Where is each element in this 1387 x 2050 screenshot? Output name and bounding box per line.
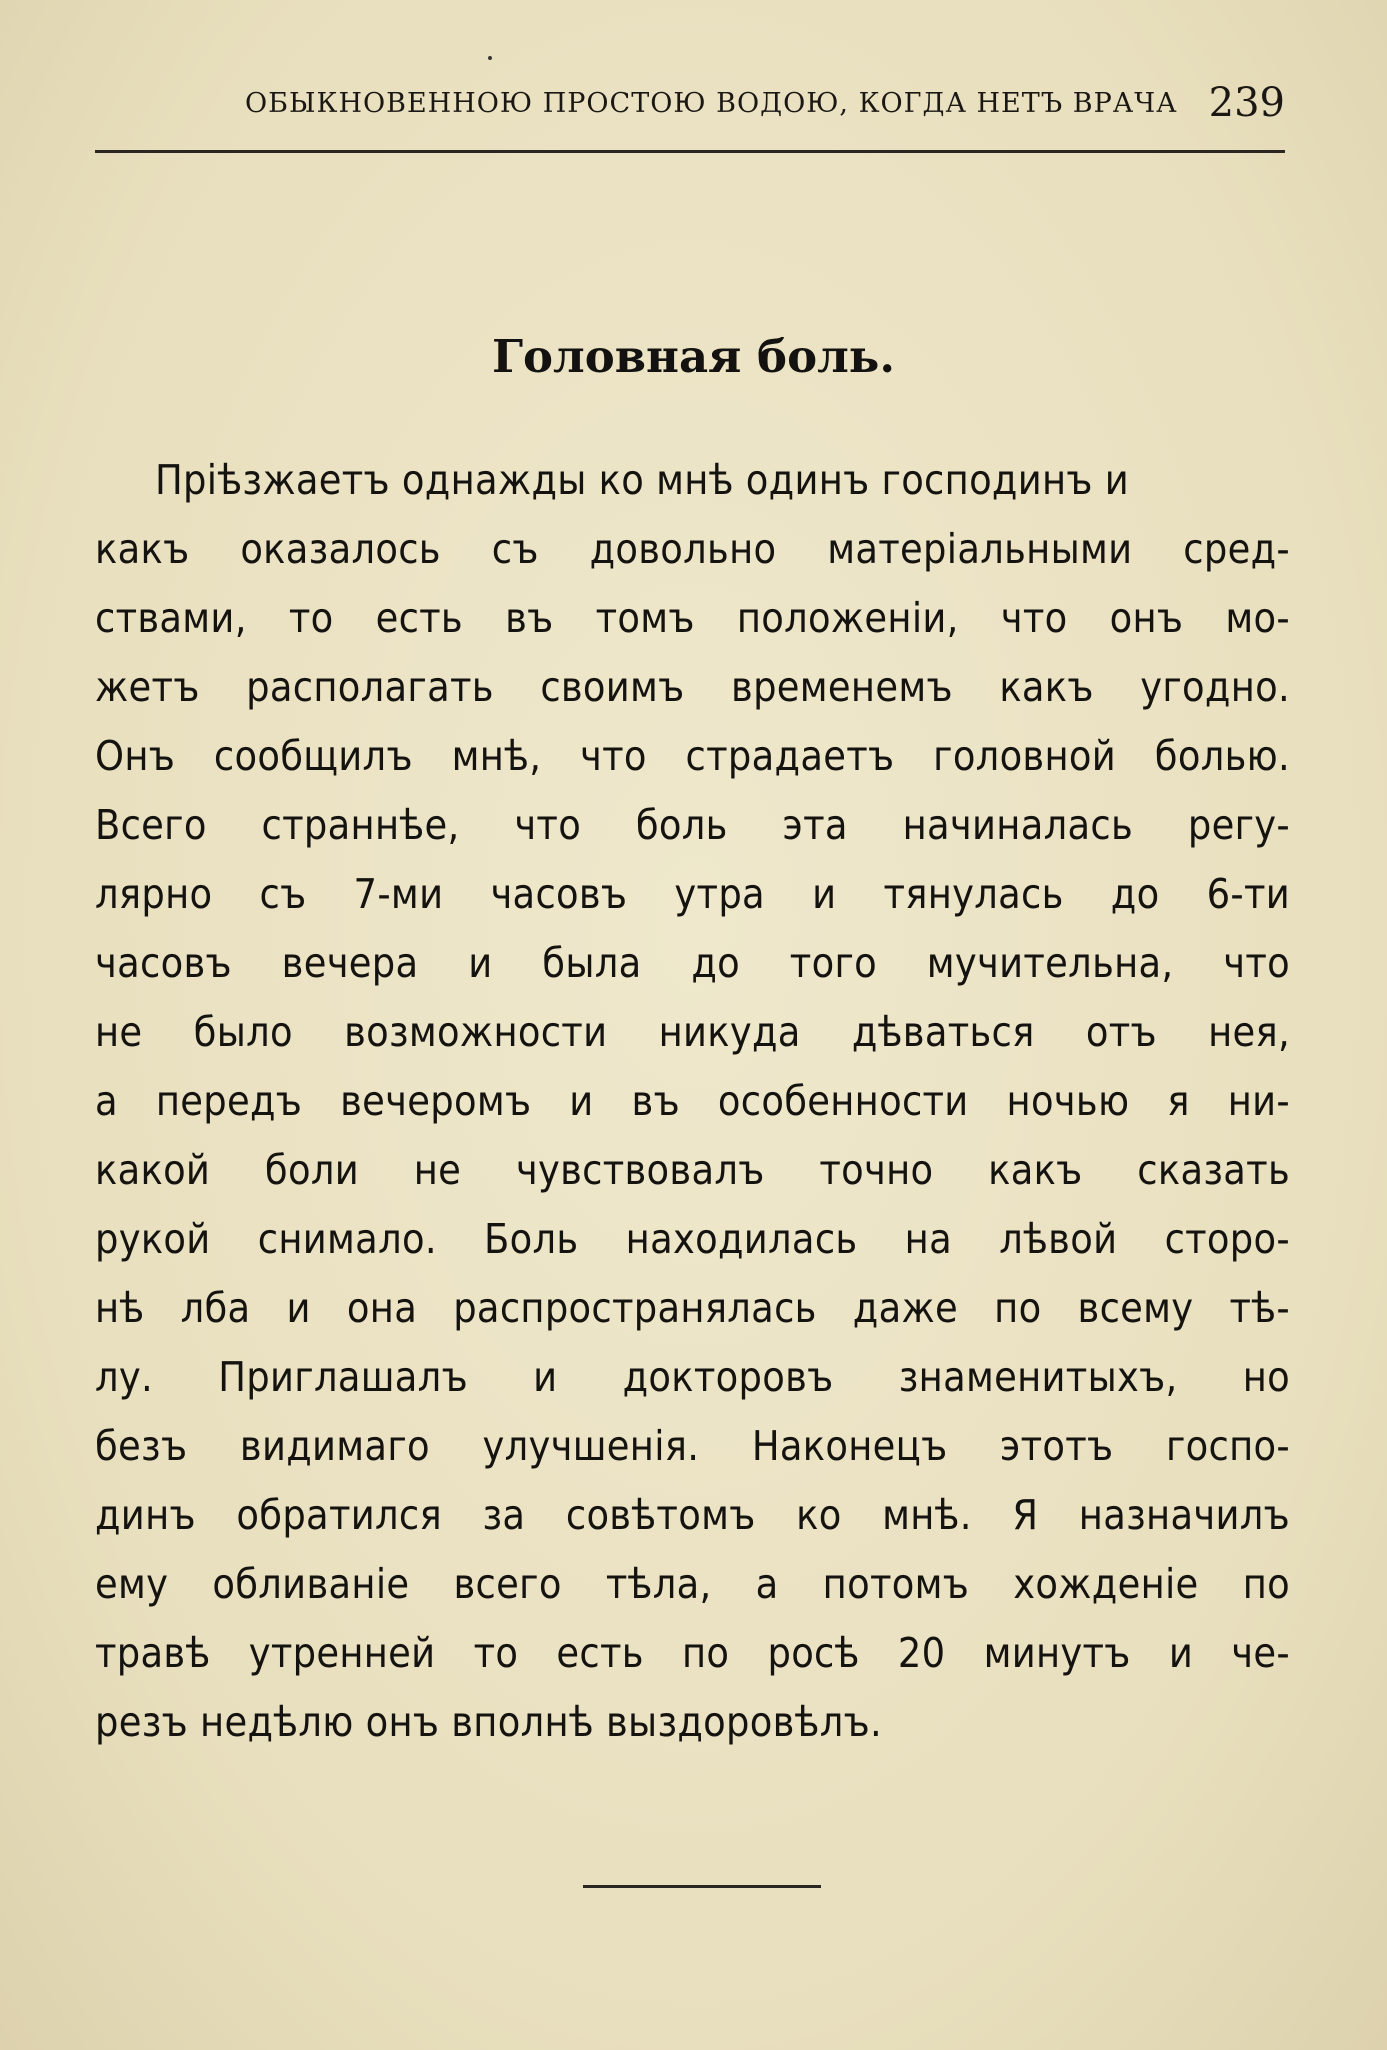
text-line: лу. Приглашалъ и докторовъ знаменитыхъ, но [95,1353,1290,1401]
body-text [95,450,1295,1761]
text-line: ему обливаніе всего тѣла, а потомъ хожденіе по [95,1560,1290,1608]
header-rule [95,150,1285,153]
text-line: безъ видимаго улучшенія. Наконецъ этотъ госпо- [95,1422,1290,1470]
text-line: жетъ располагать своимъ временемъ какъ угодно. [95,663,1290,711]
text-line: нѣ лба и она распространялась даже по всему тѣ- [95,1284,1290,1332]
ink-speck [488,56,492,60]
text-line: травѣ утренней то есть по росѣ 20 минутъ и че- [95,1629,1290,1677]
text-line: Всего страннѣе, что боль эта начиналась регу- [95,801,1290,849]
text-line: а передъ вечеромъ и въ особенности ночью я ни- [95,1077,1290,1125]
section-end-rule [583,1885,821,1888]
text-line: Онъ сообщилъ мнѣ, что страдаетъ головной болью. [95,732,1290,780]
text-line: не было возможности никуда дѣваться отъ нея, [95,1008,1290,1056]
text-line: какъ оказалось съ довольно матеріальными сред- [95,525,1290,573]
text-line-last: резъ недѣлю онъ вполнѣ выздоровѣлъ. [95,1698,882,1746]
text-line: лярно съ 7-ми часовъ утра и тянулась до 6-ти [95,870,1290,918]
text-line: какой боли не чувствовалъ точно какъ сказать [95,1146,1290,1194]
text-line: рукой снимало. Боль находилась на лѣвой сторо- [95,1215,1290,1263]
text-line: часовъ вечера и была до того мучительна, что [95,939,1290,987]
section-heading: Головная боль. [491,330,896,383]
running-head-title: ОБЫКНОВЕННОЮ ПРОСТОЮ ВОДОЮ, КОГДА НЕТЪ ВРАЧА [245,88,1178,119]
text-line: Пріѣзжаетъ однажды ко мнѣ одинъ господинъ и [155,456,1130,504]
running-head [95,80,1285,138]
text-line: ствами, то есть въ томъ положеніи, что онъ мо- [95,594,1290,642]
page-number: 239 [1208,80,1285,126]
text-line: динъ обратился за совѣтомъ ко мнѣ. Я назначилъ [95,1491,1290,1539]
